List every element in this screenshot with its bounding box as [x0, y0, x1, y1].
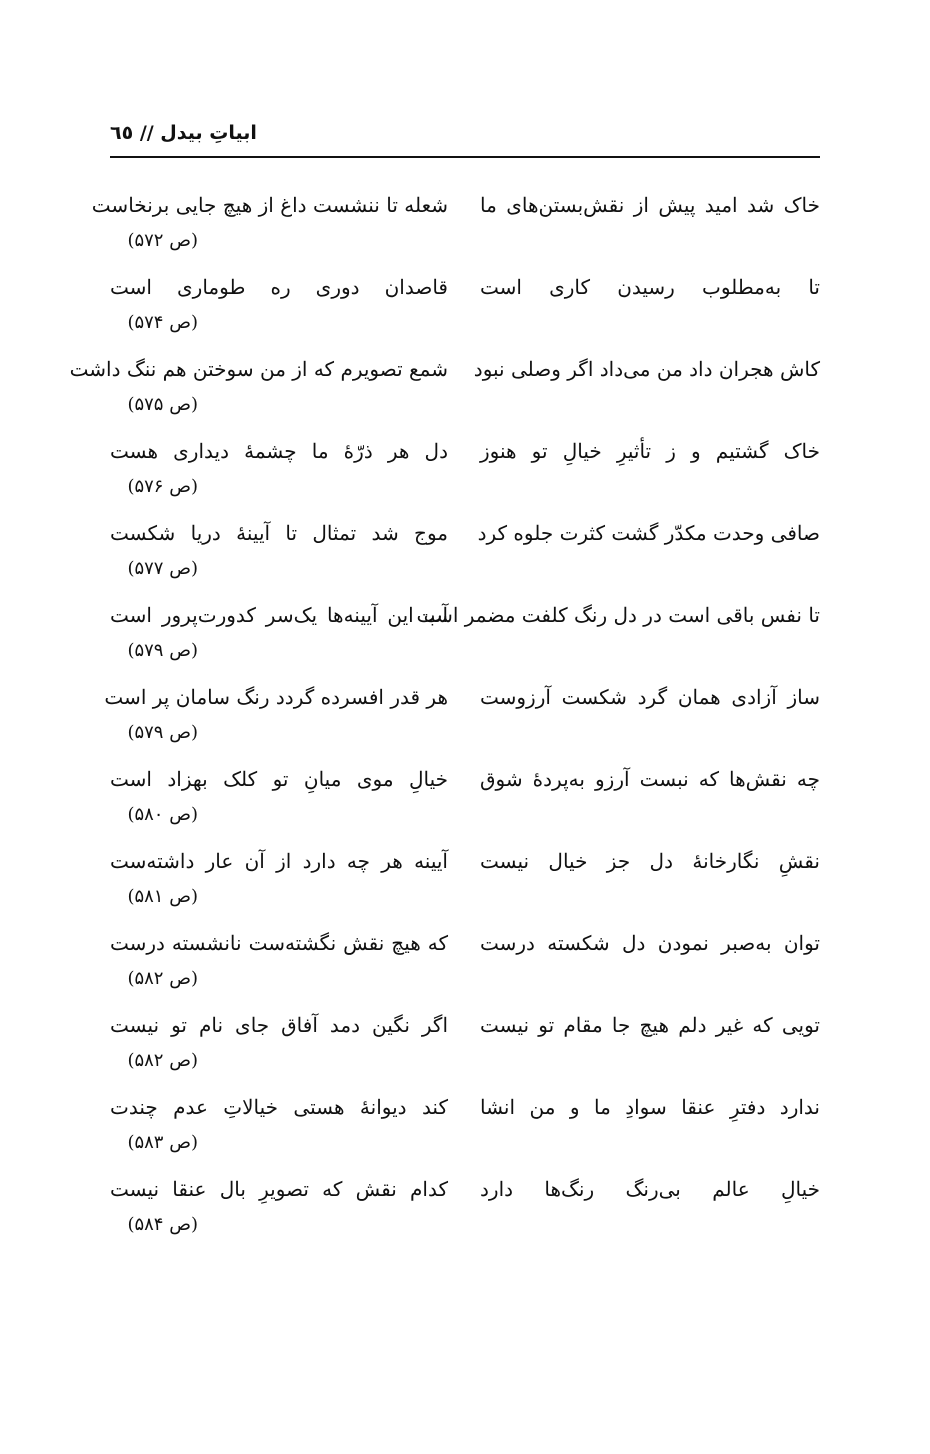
second-hemistich: خیالِ موی میانِ تو کلک بهزاد است [110, 767, 448, 791]
second-hemistich: دل هر ذرّهٔ ما چشمهٔ دیداری هست [110, 439, 448, 463]
page-header [110, 120, 820, 158]
first-hemistich: تا نفس باقی است در دل رنگ کلفت مضمر است [416, 603, 820, 627]
page-reference: (ص ۵۸۲) [127, 968, 198, 989]
page-reference: (ص ۵۸۳) [127, 1132, 198, 1153]
second-hemistich: شمع تصویرم که از من سوختن هم ننگ داشت [69, 357, 448, 381]
first-hemistich: تا به‌مطلوب رسیدن کاری است [480, 275, 820, 299]
first-hemistich: ندارد دفترِ عنقا سوادِ ما و من انشا [480, 1095, 820, 1119]
first-hemistich: کاش هجران داد من می‌داد اگر وصلی نبود [473, 357, 820, 381]
second-hemistich: کند دیوانهٔ هستی خیالاتِ عدم چندت [110, 1095, 448, 1119]
second-hemistich: شعله تا ننشست داغ از هیچ جایی برنخاست [91, 193, 448, 217]
first-hemistich: صافی وحدت مکدّر گشت کثرت جلوه کرد [477, 521, 820, 545]
first-hemistich: چه نقش‌ها که نبست آرزو به‌پردهٔ شوق [480, 767, 820, 791]
couplet [104, 676, 820, 758]
second-hemistich: کدام نقش که تصویرِ بال عنقا نیست [110, 1177, 448, 1201]
first-hemistich: تویی که غیر دلم هیچ جا مقام تو نیست [480, 1013, 820, 1037]
first-hemistich: نقشِ نگارخانهٔ دل جز خیال نیست [480, 849, 820, 873]
page-reference: (ص ۵۷۷) [127, 558, 198, 579]
first-hemistich: ساز آزادی همان گرد شکست آرزوست [480, 685, 820, 709]
couplet [110, 840, 820, 922]
couplet [110, 594, 820, 676]
first-hemistich: خیالِ عالم بی‌رنگ رنگ‌ها دارد [480, 1177, 820, 1201]
second-hemistich: آیینه هر چه دارد از آن عار داشته‌ست [110, 849, 448, 873]
page-reference: (ص ۵۸۰) [127, 804, 198, 825]
couplet [110, 1086, 820, 1168]
couplet [110, 266, 820, 348]
couplet [110, 758, 820, 840]
second-hemistich: اگر نگین دمد آفاق جای نام تو نیست [110, 1013, 448, 1037]
first-hemistich: خاک گشتیم و ز تأثیرِ خیالِ تو هنوز [480, 439, 820, 463]
verse-list [69, 184, 820, 1250]
page-reference: (ص ۵۷۲) [127, 230, 198, 251]
first-hemistich: توان به‌صبر نمودن دل شکسته درست [480, 931, 820, 955]
page-reference: (ص ۵۷۹) [127, 722, 198, 743]
couplet [110, 1168, 820, 1250]
second-hemistich: موج شد تمثال تا آیینهٔ دریا شکست [110, 521, 448, 545]
couplet [110, 1004, 820, 1086]
page-reference: (ص ۵۷۵) [127, 394, 198, 415]
second-hemistich: هر قدر افسرده گردد رنگ سامان پر است [104, 685, 448, 709]
page-reference: (ص ۵۸۴) [127, 1214, 198, 1235]
first-hemistich: خاک شد امید پیش از نقش‌بستن‌های ما [480, 193, 820, 217]
couplet [91, 184, 820, 266]
page-reference: (ص ۵۷۶) [127, 476, 198, 497]
second-hemistich: آب این آیینه‌ها یک‌سر کدورت‌پرور است [110, 603, 448, 627]
couplet [110, 922, 820, 1004]
page-reference: (ص ۵۷۴) [127, 312, 198, 333]
couplet [110, 512, 820, 594]
couplet [110, 430, 820, 512]
page-reference: (ص ۵۸۲) [127, 1050, 198, 1071]
second-hemistich: که هیچ نقش نگشته‌ست نانشسته درست [110, 931, 448, 955]
couplet [69, 348, 820, 430]
second-hemistich: قاصدان دوری ره طوماری است [110, 275, 448, 299]
page-reference: (ص ۵۷۹) [127, 640, 198, 661]
page-title: ابیاتِ بیدل // ٦٥ [110, 122, 257, 144]
page-reference: (ص ۵۸۱) [127, 886, 198, 907]
